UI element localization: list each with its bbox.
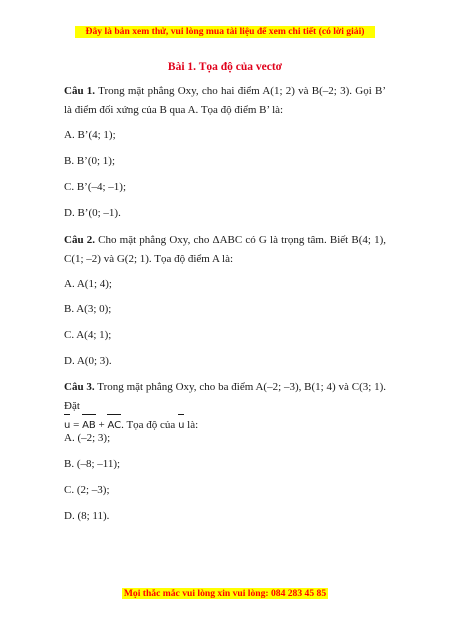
formula-plus: + <box>95 419 108 431</box>
question-1-option-c: C. B’(–4; –1); <box>64 181 127 193</box>
question-2-option-a: A. A(1; 4); <box>64 278 112 290</box>
question-3-label: Câu 3. <box>64 381 95 393</box>
question-3-tail: . Tọa độ của <box>121 419 179 431</box>
question-3-option-d: D. (8; 11). <box>64 510 110 522</box>
question-3-text: Trong mặt phẳng Oxy, cho ba điểm A(–2; –3), B(1; 4) và C(3; 1). Đặt <box>64 381 387 412</box>
vector-formula <box>64 419 121 431</box>
question-1-text: Trong mặt phẳng Oxy, cho hai điểm A(1; 2) và B(–2; 3). Gọi B’ là điểm đối xứng của B qua A. Tọa độ điểm B’ là: <box>64 85 386 116</box>
question-2-text: Cho mặt phẳng Oxy, cho ΔABC có G là trọng tâm. Biết B(4; 1), C(1; –2) và G(2; 1). Tọa độ điểm A là: <box>64 234 387 265</box>
question-3 <box>64 378 386 435</box>
question-2-option-c: C. A(4; 1); <box>64 329 112 341</box>
question-1 <box>64 82 386 120</box>
question-2-option-d: D. A(0; 3). <box>64 355 112 367</box>
question-3-option-a: A. (–2; 3); <box>64 432 111 444</box>
question-1-label: Câu 1. <box>64 85 96 97</box>
vector-u-ref: u <box>178 416 184 435</box>
question-3-end: là: <box>184 419 199 431</box>
vector-ac: AC <box>107 416 121 435</box>
question-1-option-a: A. B’(4; 1); <box>64 129 116 141</box>
vector-ab: AB <box>82 416 96 435</box>
question-2 <box>64 231 386 269</box>
preview-banner: Đây là bản xem thử, vui lòng mua tài liệu để xem chi tiết (có lời giải) <box>75 26 375 38</box>
question-2-label: Câu 2. <box>64 234 95 246</box>
contact-footer <box>0 588 450 599</box>
question-1-option-b: B. B’(0; 1); <box>64 155 116 167</box>
question-1-option-d: D. B’(0; –1). <box>64 207 121 219</box>
question-3-option-c: C. (2; –3); <box>64 484 110 496</box>
formula-equals: = <box>70 419 83 431</box>
contact-footer-text: Mọi thắc mắc vui lòng xin vui lòng: 084 283 45 85 <box>123 588 327 599</box>
vector-u: u <box>64 416 70 435</box>
question-2-option-b: B. A(3; 0); <box>64 303 112 315</box>
question-3-option-b: B. (–8; –11); <box>64 458 121 470</box>
page-title: Bài 1. Tọa độ của vectơ <box>167 61 283 73</box>
